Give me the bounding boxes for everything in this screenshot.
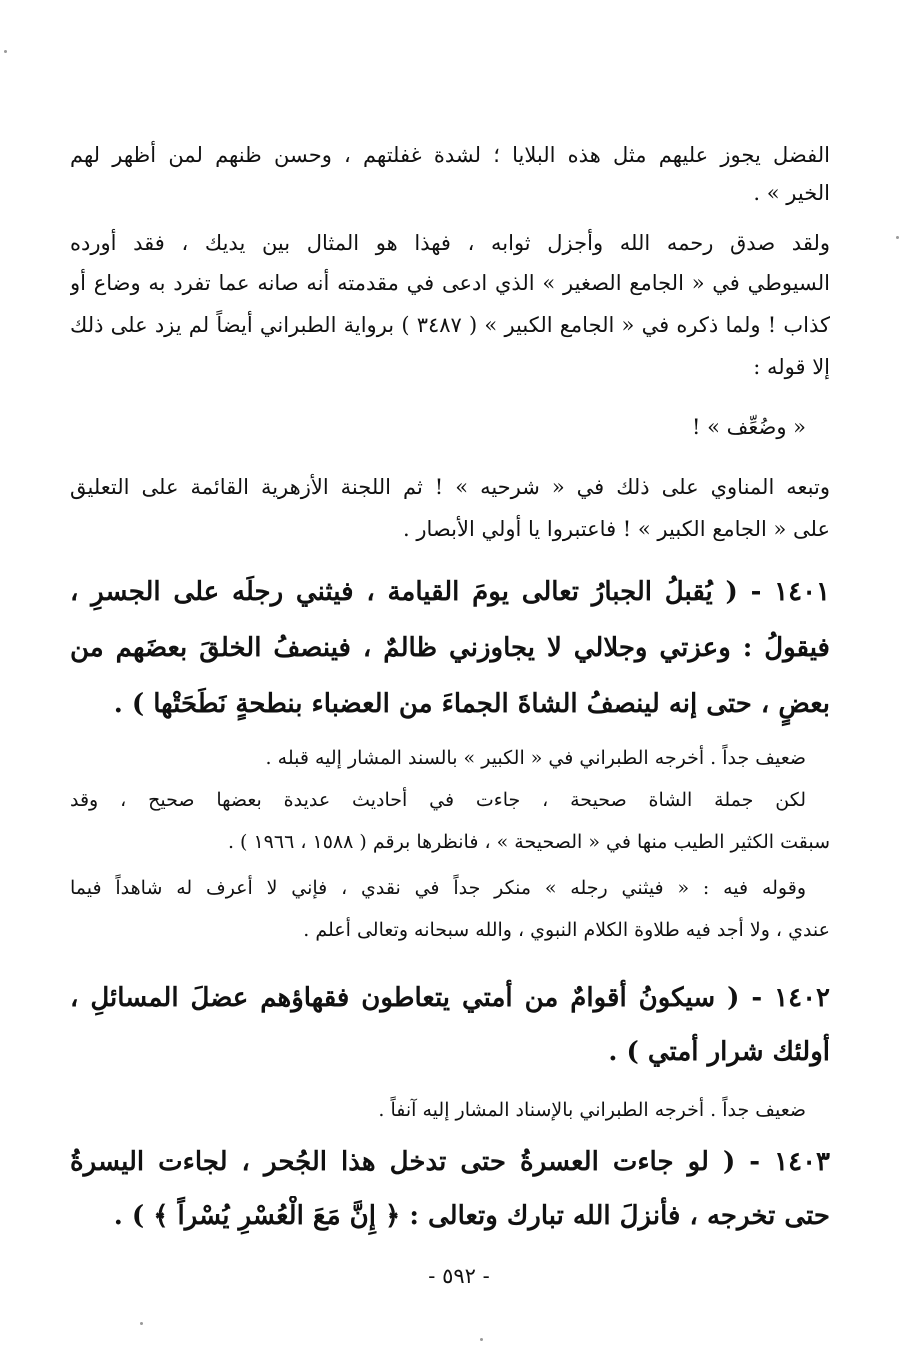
hadith-1402-text: ١٤٠٢ - ( سيكونُ أقوامٌ من أمتي يتعاطون فقهاؤهم عضلَ المسائلِ ، <box>70 983 830 1013</box>
page-number: - ٥٩٢ - <box>428 1264 490 1288</box>
scan-speck <box>4 50 7 53</box>
commentary-line: سبقت الكثير الطيب منها في « الصحيحة » ، فانظرها برقم ( ١٥٨٨ ، ١٩٦٦ ) . <box>227 831 830 853</box>
scan-speck <box>480 1338 483 1341</box>
text-line: كذاب ! ولما ذكره في « الجامع الكبير » ( ٣٤٨٧ ) برواية الطبراني أيضاً لم يزد على ذلك <box>70 313 830 337</box>
scan-speck <box>140 1322 143 1325</box>
text-line: الخير » . <box>753 181 830 205</box>
hadith-1401-text: فيقولُ : وعزتي وجلالي لا يجاوزني ظالمٌ ، فينصفُ الخلقَ بعضَهم من <box>70 633 830 663</box>
text-line: السيوطي في « الجامع الصغير » الذي ادعى في مقدمته أنه صانه عما تفرد به وضاع أو <box>70 271 830 295</box>
hadith-1401-text: بعضٍ ، حتى إنه لينصفُ الشاةَ الجماءَ من العضباء بنطحةٍ نَطَحَتْها ) . <box>113 689 830 719</box>
scan-speck <box>896 236 899 239</box>
quoted-word: « وضُعِّف » ! <box>691 415 806 439</box>
commentary-line: لكن جملة الشاة صحيحة ، جاءت في أحاديث عديدة بعضها صحيح ، وقد <box>70 789 806 811</box>
commentary-line: وقوله فيه : « فيثني رجله » منكر جداً في نقدي ، فإني لا أعرف له شاهداً فيما <box>70 877 806 899</box>
hadith-1401-text: ١٤٠١ - ( يُقبلُ الجبارُ تعالى يومَ القيامة ، فيثني رجلَه على الجسرِ ، <box>70 577 830 607</box>
text-line: على « الجامع الكبير » ! فاعتبروا يا أولي الأبصار . <box>403 517 830 541</box>
hadith-1402-text: أولئك شرار أمتي ) . <box>608 1037 830 1067</box>
grading-line: ضعيف جداً . أخرجه الطبراني بالإسناد المشار إليه آنفاً . <box>378 1099 806 1121</box>
grading-line: ضعيف جداً . أخرجه الطبراني في « الكبير » بالسند المشار إليه قبله . <box>265 747 806 769</box>
text-line: ولقد صدق رحمه الله وأجزل ثوابه ، فهذا هو المثال بين يديك ، فقد أورده <box>70 231 830 255</box>
hadith-1403-text: حتى تخرجه ، فأنزلَ الله تبارك وتعالى : ﴿ إِنَّ مَعَ الْعُسْرِ يُسْراً ﴾ ) . <box>113 1201 830 1231</box>
text-line: وتبعه المناوي على ذلك في « شرحيه » ! ثم اللجنة الأزهرية القائمة على التعليق <box>70 475 830 499</box>
text-line: إلا قوله : <box>753 355 830 379</box>
hadith-1403-text: ١٤٠٣ - ( لو جاءت العسرةُ حتى تدخل هذا الجُحر ، لجاءت اليسرةُ <box>70 1147 830 1177</box>
text-line: الفضل يجوز عليهم مثل هذه البلايا ؛ لشدة غفلتهم ، وحسن ظنهم لمن أظهر لهم <box>70 143 830 167</box>
commentary-line: عندي ، ولا أجد فيه طلاوة الكلام النبوي ، والله سبحانه وتعالى أعلم . <box>303 919 830 941</box>
